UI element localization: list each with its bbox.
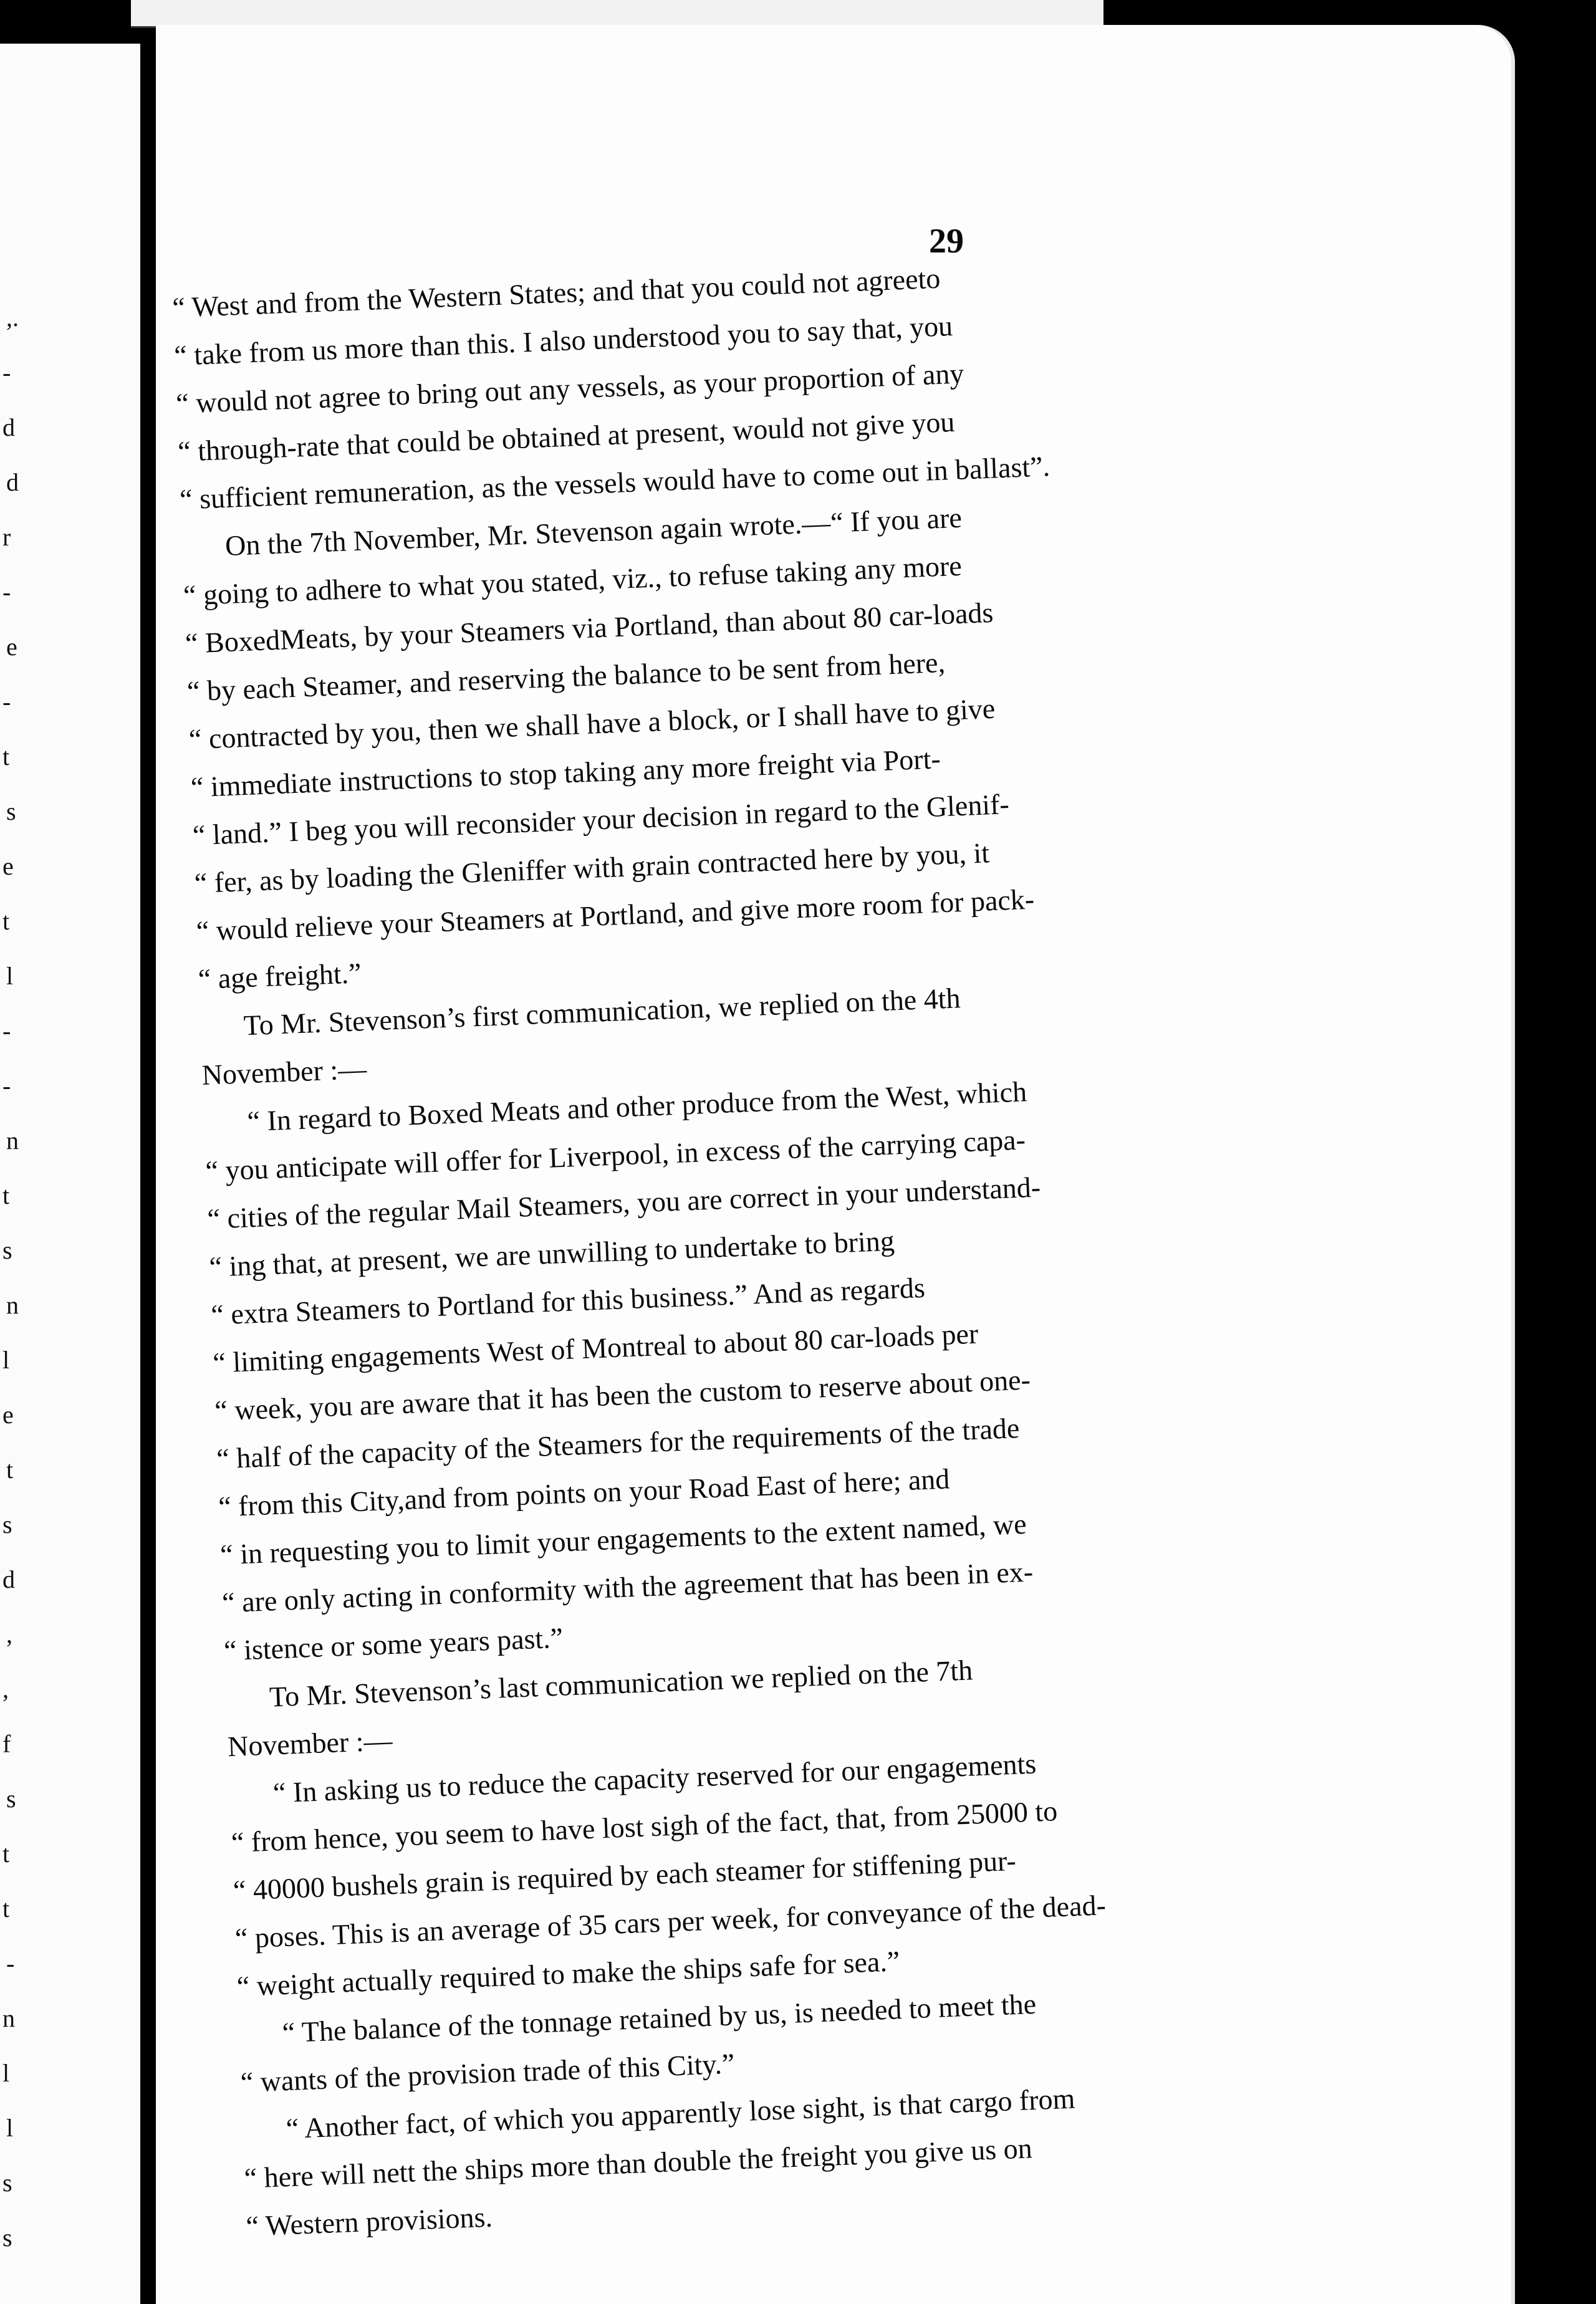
edge-char: f [2,1730,11,1758]
text-line: “ you anticipate will offer for Liverpool, in excess of the carrying capa- [204,1123,1026,1187]
edge-char: d [2,413,15,441]
text-line: “ 40000 bushels grain is required by each steamer for stiffening pur- [233,1844,1017,1907]
next-leaf-edge [131,0,1103,28]
text-line: “ here will nett the ships more than double the freight you give us on [243,2132,1033,2194]
text-line: “ Another fact, of which you apparently lose sight, is that cargo from [285,2082,1076,2145]
edge-char: s [2,1236,12,1264]
text-line: “ are only acting in conformity with the agreement that has been in ex- [221,1555,1034,1619]
edge-char: t [2,907,10,935]
edge-char: t [2,1894,10,1922]
edge-char: d [6,468,19,496]
text-line: “ cities of the regular Mail Steamers, you are correct in your understand- [206,1171,1041,1235]
text-line: “ week, you are aware that it has been the custom to reserve about one- [214,1363,1031,1427]
text-line: “ poses. This is an average of 35 cars per week, for conveyance of the dead- [234,1889,1107,1955]
edge-char: l [2,1346,10,1374]
edge-char: e [6,633,17,661]
text-line: “ West and from the Western States; and that you could not agreeto [171,262,941,324]
text-line: “ istence or some years past.” [223,1621,564,1667]
edge-char: , [6,1620,12,1648]
text-line: “ contracted by you, then we shall have a block, or I shall have to give [188,692,996,756]
text-line: “ wants of the provision trade of this City.” [239,2047,736,2098]
text-line: “ from hence, you seem to have lost sigh of the fact, that, from 25000 to [231,1795,1059,1859]
text-line: “ In asking us to reduce the capacity reserved for our engagements [272,1747,1037,1809]
edge-char: t [6,1456,14,1484]
text-line: November :— [201,1052,367,1092]
text-line: “ Western provisions. [245,2201,493,2242]
text-line: “ limiting engagements West of Montreal to about 80 car-loads per [212,1317,979,1379]
edge-char: e [2,1401,14,1429]
edge-char: - [2,578,11,606]
text-line: “ immediate instructions to stop taking any more freight via Port- [190,742,941,804]
edge-char: , [2,1675,9,1703]
edge-char: n [2,2004,15,2032]
text-line: “ The balance of the tonnage retained by us, is needed to meet the [281,1987,1037,2049]
edge-char: l [2,2059,10,2087]
text-line: “ half of the capacity of the Steamers for the requirements of the trade [216,1412,1021,1475]
text-line: “ going to adhere to what you stated, viz., to refuse taking any more [183,549,963,612]
text-line: “ would not agree to bring out any vessels, as your proportion of any [175,357,965,420]
text-line: November :— [227,1724,393,1763]
edge-char: - [6,1949,15,1977]
edge-char: n [6,1291,19,1319]
facing-page-edge [0,44,140,2304]
text-line: To Mr. Stevenson’s first communication, we replied on the 4th [243,982,961,1042]
text-line: “ In regard to Boxed Meats and other produce from the West, which [246,1075,1027,1138]
edge-char: r [2,523,11,551]
page-number: 29 [929,222,964,261]
edge-char: e [2,852,14,880]
edge-char: ,. [6,304,19,332]
text-line: “ through-rate that could be obtained at present, would not give you [177,405,956,468]
text-line: “ age freight.” [197,957,362,996]
edge-char: d [2,1565,15,1593]
text-line: “ land.” I beg you will reconsider your decision in regard to the Glenif- [192,788,1010,852]
text-line: “ weight actually required to make the ships safe for sea.” [236,1945,901,2002]
edge-char: s [6,1785,16,1813]
text-line: “ extra Steamers to Portland for this business.” And as regards [210,1271,926,1331]
edge-char: s [2,2169,12,2197]
edge-char: l [6,2114,14,2142]
edge-char: t [2,1840,10,1868]
edge-char: s [2,2224,12,2252]
edge-char: n [6,1126,19,1154]
text-line: “ would relieve your Steamers at Portland, and give more room for pack- [195,883,1035,948]
edge-char: t [2,1181,10,1209]
text-line: “ fer, as by loading the Gleniffer with grain contracted here by you, it [193,837,990,900]
edge-char: - [2,1017,11,1045]
text-line: On the 7th November, Mr. Stevenson again wrote.—“ If you are [224,501,963,562]
page-text [171,236,1496,2250]
edge-char: s [2,1510,12,1538]
speck-mark [1546,178,1554,185]
edge-char: s [6,797,16,825]
edge-char: - [2,358,11,386]
edge-char: l [6,962,14,990]
text-line: “ sufficient remuneration, as the vessels would have to come out in ballast”. [179,450,1050,516]
text-line: “ ing that, at present, we are unwilling to undertake to bring [208,1224,895,1283]
text-line: “ from this City,and from points on your Road East of here; and [218,1462,951,1523]
edge-char: t [2,742,10,770]
edge-char: - [2,688,11,716]
text-line: “ in requesting you to limit your engagements to the extent named, we [219,1507,1027,1571]
text-line: “ take from us more than this. I also understood you to say that, you [173,309,953,372]
text-line: To Mr. Stevenson’s last communication we replied on the 7th [269,1654,974,1713]
text-line: “ by each Steamer, and reserving the balance to be sent from here, [186,646,946,708]
text-line: “ BoxedMeats, by your Steamers via Portland, than about 80 car-loads [185,596,994,660]
edge-char: - [2,1072,11,1100]
